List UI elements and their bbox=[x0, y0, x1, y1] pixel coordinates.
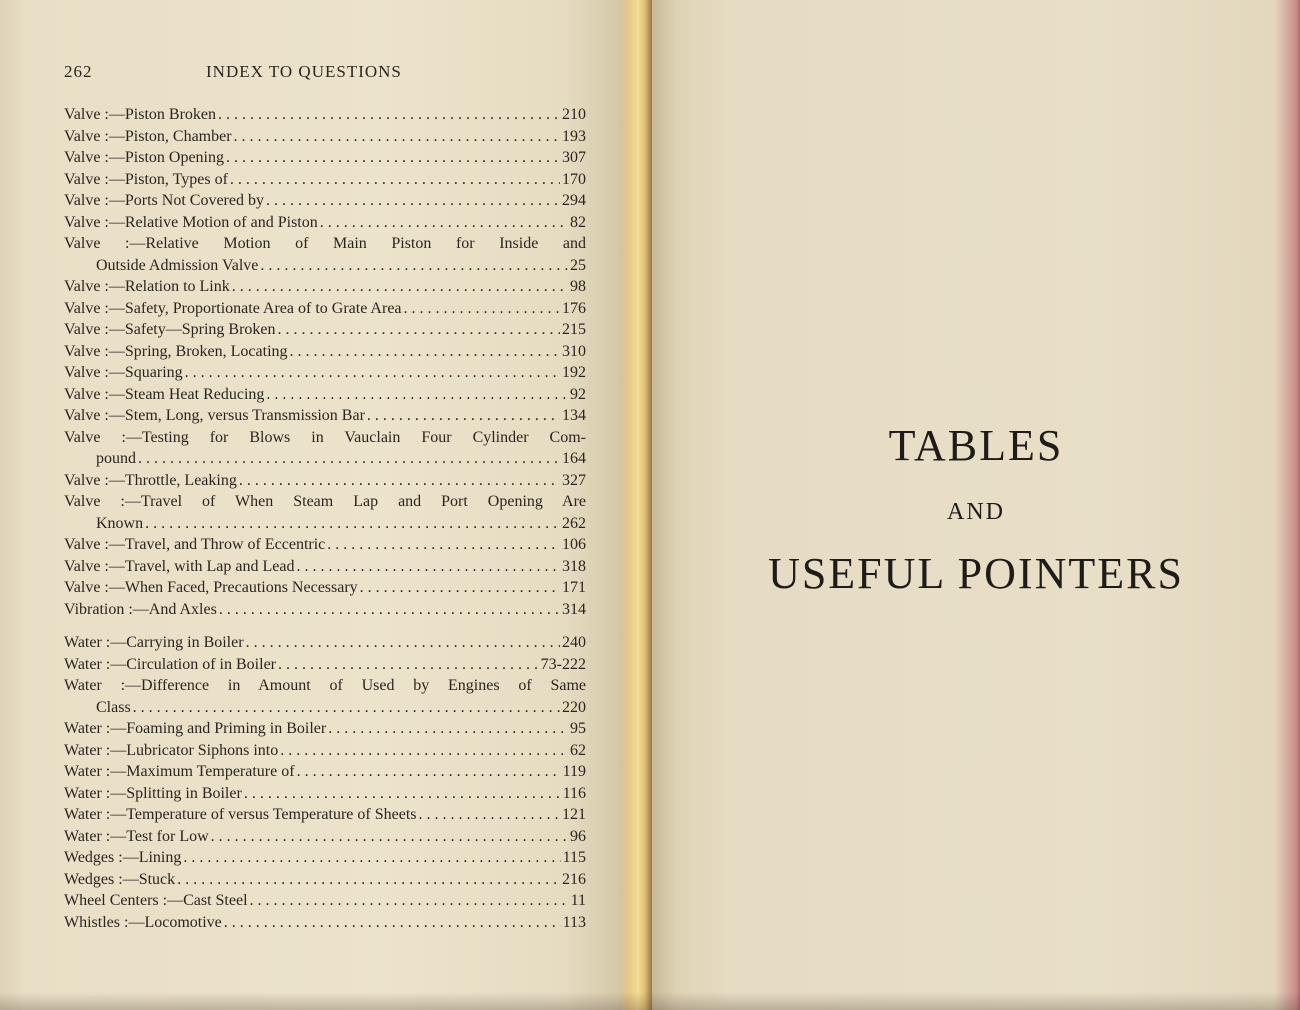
dot-leader bbox=[230, 169, 560, 191]
index-entry bbox=[64, 276, 586, 298]
index-entry bbox=[64, 147, 586, 169]
index-entry-text: Valve :—Stem, Long, versus Transmission Bar bbox=[64, 407, 365, 424]
index-entry-page: 96 bbox=[570, 827, 586, 845]
dot-leader bbox=[404, 298, 560, 320]
index-entry-page: 307 bbox=[562, 149, 586, 166]
dot-leader bbox=[234, 126, 560, 148]
dot-leader bbox=[266, 190, 560, 212]
dot-leader bbox=[278, 319, 560, 341]
index-entry-continuation: Known bbox=[96, 514, 144, 532]
index-entry-page: 95 bbox=[570, 720, 586, 737]
index-entry-text: Valve :—Relation to Link bbox=[64, 278, 230, 295]
dot-leader bbox=[218, 104, 560, 126]
index-entry-text: Water :—Temperature of versus Temperature of Sheets bbox=[64, 806, 417, 823]
index-entry-text: Wedges :—Stuck bbox=[64, 870, 176, 888]
index-entry-continuation: Outside Admission Valve bbox=[96, 256, 259, 274]
index-entry-text: Valve :—Throttle, Leaking bbox=[64, 471, 237, 489]
dot-leader bbox=[320, 212, 568, 234]
index-entry-page: 220 bbox=[562, 698, 586, 716]
index-entry-page: 170 bbox=[562, 170, 586, 188]
index-entry bbox=[64, 104, 586, 126]
dot-leader bbox=[183, 847, 560, 869]
index-entry bbox=[64, 298, 586, 320]
index-entry-page: 82 bbox=[570, 213, 586, 231]
index-entry bbox=[64, 632, 586, 654]
index-entry bbox=[64, 190, 586, 212]
index-entry-page: 327 bbox=[562, 471, 586, 489]
index-entry bbox=[64, 169, 586, 191]
index-entry-text: Valve :—Relative Motion of and Piston bbox=[64, 213, 318, 231]
index-entry-page: 164 bbox=[562, 450, 586, 467]
index-entry bbox=[64, 740, 586, 762]
index-entry-text: Valve :—Relative Motion of Main Piston for Inside and bbox=[64, 235, 586, 252]
index-entry bbox=[64, 556, 586, 578]
index-entry-text: Water :—Difference in Amount of Used by Engines of Same bbox=[64, 677, 586, 694]
index-entry-continuation: Class bbox=[96, 698, 131, 716]
index-entry bbox=[64, 427, 586, 470]
index-entry-text: Water :—Lubricator Siphons into bbox=[64, 741, 279, 759]
dot-leader bbox=[280, 740, 568, 762]
dot-leader bbox=[226, 147, 560, 169]
section-title-block bbox=[652, 420, 1300, 600]
index-entry-page: 215 bbox=[562, 321, 586, 338]
index-entry-text: Wedges :—Lining bbox=[64, 849, 182, 866]
right-page bbox=[652, 0, 1300, 1010]
dot-leader bbox=[260, 255, 568, 277]
index-entry-text: Valve :—Squaring bbox=[64, 364, 183, 381]
index-entry bbox=[64, 783, 586, 805]
dot-leader bbox=[246, 632, 560, 654]
index-entry-page: 310 bbox=[562, 342, 586, 360]
index-entry-page: 193 bbox=[562, 127, 586, 145]
index-entry-page: 73-222 bbox=[540, 655, 586, 673]
index-entry bbox=[64, 912, 586, 934]
dot-leader bbox=[296, 556, 560, 578]
index-entry-page: 119 bbox=[562, 763, 586, 780]
index-entry bbox=[64, 233, 586, 276]
index-entry-text: Wheel Centers :—Cast Steel bbox=[64, 892, 248, 909]
index-entry-page: 192 bbox=[562, 364, 586, 381]
dot-leader bbox=[232, 276, 568, 298]
index-entry-page: 92 bbox=[570, 385, 586, 403]
left-page bbox=[0, 0, 642, 1010]
index-entry-page: 116 bbox=[562, 784, 586, 802]
index-entry bbox=[64, 577, 586, 599]
index-entry-text: Valve :—When Faced, Precautions Necessary bbox=[64, 579, 358, 596]
index-entry bbox=[64, 126, 586, 148]
index-entry bbox=[64, 384, 586, 406]
index-list bbox=[64, 104, 586, 933]
dot-leader bbox=[367, 405, 560, 427]
index-entry bbox=[64, 804, 586, 826]
index-entry-text: Water :—Circulation of in Boiler bbox=[64, 655, 276, 673]
dot-leader bbox=[177, 869, 560, 891]
dot-leader bbox=[328, 718, 568, 740]
index-entry bbox=[64, 599, 586, 621]
dot-leader bbox=[224, 912, 561, 934]
index-entry-text: Valve :—Travel, with Lap and Lead bbox=[64, 557, 295, 575]
index-entry-page: 106 bbox=[562, 536, 586, 553]
index-entry-page: 115 bbox=[562, 849, 586, 866]
index-entry-page: 216 bbox=[562, 870, 586, 888]
page-bottom-shade bbox=[0, 992, 1300, 1010]
dot-leader bbox=[145, 513, 560, 535]
index-entry-text: Water :—Splitting in Boiler bbox=[64, 784, 242, 802]
index-entry-page: 318 bbox=[562, 557, 586, 575]
dot-leader bbox=[297, 761, 561, 783]
dot-leader bbox=[250, 890, 569, 912]
index-entry-page: 62 bbox=[570, 741, 586, 759]
index-entry-page: 25 bbox=[570, 256, 586, 274]
dot-leader bbox=[290, 341, 560, 363]
index-entry-text: Valve :—Piston, Chamber bbox=[64, 127, 232, 145]
index-entry bbox=[64, 869, 586, 891]
index-entry bbox=[64, 491, 586, 534]
dot-leader bbox=[239, 470, 560, 492]
index-entry bbox=[64, 654, 586, 676]
index-entry-text: Valve :—Ports Not Covered by bbox=[64, 192, 264, 209]
index-entry-text: Valve :—Steam Heat Reducing bbox=[64, 385, 265, 403]
index-entry bbox=[64, 890, 586, 912]
dot-leader bbox=[138, 448, 560, 470]
index-entry-text: Vibration :—And Axles bbox=[64, 600, 217, 618]
index-entry-text: Water :—Maximum Temperature of bbox=[64, 763, 295, 780]
dot-leader bbox=[418, 804, 560, 826]
dot-leader bbox=[219, 599, 560, 621]
index-entry-page: 113 bbox=[562, 913, 586, 931]
dot-leader bbox=[327, 534, 560, 556]
index-entry-text: Water :—Test for Low bbox=[64, 827, 209, 845]
index-entry bbox=[64, 470, 586, 492]
index-entry-page: 240 bbox=[562, 634, 586, 651]
title-tables: TABLES bbox=[888, 421, 1064, 470]
running-head-title: INDEX TO QUESTIONS bbox=[206, 62, 402, 81]
page-number: 262 bbox=[64, 62, 93, 81]
index-entry bbox=[64, 362, 586, 384]
index-entry-page: 121 bbox=[562, 806, 586, 823]
dot-leader bbox=[244, 783, 561, 805]
index-entry bbox=[64, 212, 586, 234]
index-entry-page: 210 bbox=[562, 106, 586, 123]
index-entry bbox=[64, 319, 586, 341]
dot-leader bbox=[211, 826, 568, 848]
index-entry bbox=[64, 761, 586, 783]
dot-leader bbox=[360, 577, 560, 599]
dot-leader bbox=[185, 362, 560, 384]
dot-leader bbox=[133, 697, 560, 719]
index-entry-page: 176 bbox=[562, 299, 586, 317]
title-and: AND bbox=[947, 499, 1005, 525]
index-entry-text: Water :—Foaming and Priming in Boiler bbox=[64, 720, 327, 737]
index-entry bbox=[64, 826, 586, 848]
index-entry bbox=[64, 847, 586, 869]
dot-leader bbox=[266, 384, 568, 406]
index-entry-text: Valve :—Safety, Proportionate Area of to Grate Area bbox=[64, 299, 402, 317]
index-entry-page: 314 bbox=[562, 600, 586, 618]
index-entry-continuation: pound bbox=[96, 450, 136, 467]
index-entry-text: Valve :—Piston Opening bbox=[64, 149, 224, 166]
index-entry-page: 262 bbox=[562, 514, 586, 532]
index-section-gap bbox=[64, 620, 586, 632]
index-entry-page: 294 bbox=[562, 192, 586, 209]
dot-leader bbox=[278, 654, 539, 676]
index-entry-page: 98 bbox=[570, 278, 586, 295]
index-entry-text: Valve :—Piston Broken bbox=[64, 106, 216, 123]
index-entry bbox=[64, 534, 586, 556]
index-entry-text: Water :—Carrying in Boiler bbox=[64, 634, 244, 651]
index-entry-text: Valve :—Travel, and Throw of Eccentric bbox=[64, 536, 326, 553]
index-entry-page: 11 bbox=[570, 892, 586, 909]
running-head bbox=[64, 62, 584, 84]
index-entry bbox=[64, 675, 586, 718]
index-entry-text: Valve :—Spring, Broken, Locating bbox=[64, 342, 288, 360]
index-entry-text: Valve :—Safety—Spring Broken bbox=[64, 321, 276, 338]
index-entry-text: Valve :—Testing for Blows in Vauclain Four Cylinder Com- bbox=[64, 428, 586, 446]
index-entry bbox=[64, 718, 586, 740]
index-entry-text: Whistles :—Locomotive bbox=[64, 913, 222, 931]
index-entry bbox=[64, 341, 586, 363]
index-entry bbox=[64, 405, 586, 427]
title-useful-pointers: USEFUL POINTERS bbox=[768, 549, 1184, 598]
index-entry-text: Valve :—Piston, Types of bbox=[64, 170, 228, 188]
index-entry-page: 171 bbox=[562, 579, 586, 596]
index-entry-page: 134 bbox=[562, 407, 586, 424]
index-entry-text: Valve :—Travel of When Steam Lap and Port Opening Are bbox=[64, 493, 586, 510]
